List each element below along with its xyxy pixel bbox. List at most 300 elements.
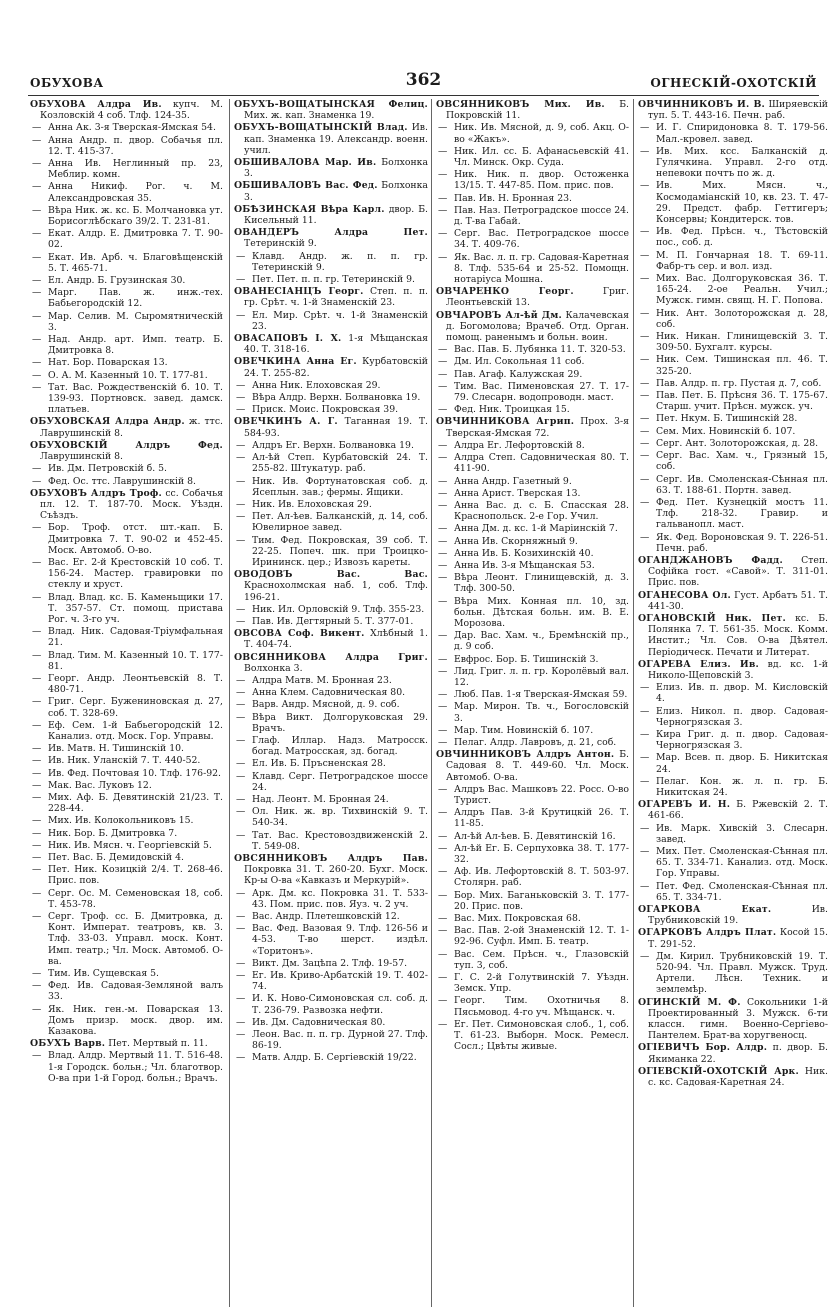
entry-text: Покровка 31. Т. 260-20. Бухг. Моск. Кр-ы О-ва «Кавказъ и Меркурiй». xyxy=(244,864,428,887)
sub-entry xyxy=(234,511,428,533)
entry-text: Анна Андр. п. двор. Собачья пл. 12. Т. 415-37. xyxy=(48,134,223,157)
entry-text: Варв. Андр. Мясной, д. 9. соб. xyxy=(252,699,400,711)
entry-text: Г. С. 2-й Голутвинскiй 7. Уѣздн. Земск. Упр. xyxy=(454,972,629,995)
entry-surname: ОБУХЪ Варв. xyxy=(30,1038,106,1050)
column-2 xyxy=(234,99,428,1307)
sub-entry xyxy=(234,499,428,510)
directory-entry xyxy=(234,204,428,226)
entry-text: Болхонка 3. xyxy=(244,157,428,180)
entry-text: Вѣра Леонт. Глинищевскiй, д. 3. Тлф. 300-50. xyxy=(454,572,629,595)
entry-text: Алдра Матв. М. Бронная 23. xyxy=(252,674,392,686)
entry-text: Ив. Матв. Н. Тишинскiй 10. xyxy=(48,743,184,755)
entry-text: Ник. с. кс. Садовая-Каретная 24. xyxy=(648,1065,828,1089)
entry-text: Тим. Вас. Пименовская 27. Т. 17-79. Слесарн. водопроводн. маст. xyxy=(454,380,629,404)
entry-text: Ник. Ник. п. двор. Остоженка 13/15. Т. 447-85. Пом. прис. пов. xyxy=(454,169,629,192)
entry-text: Тат. Вас. Рождественскiй б. 10. Т. 139-93. Портновск. завед. дамск. платьев. xyxy=(48,381,223,416)
sub-entry xyxy=(234,771,428,793)
sub-entry xyxy=(234,452,428,474)
entry-text: Григ. Серг. Бужениновская д. 27, соб. Т. 328-69. xyxy=(48,696,223,719)
sub-entry xyxy=(234,604,428,615)
sub-entry xyxy=(436,356,629,367)
entry-text: Ник. Ив. Мясной, д. 9, соб. Акц. О-во «Жакъ». xyxy=(454,122,629,145)
sub-entry xyxy=(234,310,428,332)
entry-surname: ОГIЕВИЧЪ Бор. Алдр. xyxy=(638,1042,768,1054)
entry-surname: ОБУХЪ-ВОЩАТЫНСКАЯ Фелиц. xyxy=(234,99,428,110)
entry-text: Серг. Троф. сс. Б. Дмитровка, д. Конт. Императ. театровъ, кв. 3. Тлф. 33-03. Управл. моск. Конт. Имп. театр.; Чл. Моск. Автомоб. О-ва. xyxy=(48,911,223,967)
directory-entry xyxy=(638,799,828,821)
entry-text: Пав. Ив. Дегтярный 5. Т. 377-01. xyxy=(252,615,414,627)
entry-text: Вас. Фед. Вазовая 9. Тлф. 126-56 и 4-53. Т-во шерст. издѣл. «Торитонъ». xyxy=(252,923,428,957)
sub-entry xyxy=(30,626,223,648)
entry-text: Ел. Мир. Срѣт. ч. 1-й Знаменскiй 23. xyxy=(252,309,428,332)
entry-text: Влад. Тим. М. Казенный 10. Т. 177-81. xyxy=(48,649,223,672)
sub-entry xyxy=(638,413,828,424)
directory-entry xyxy=(234,180,428,202)
entry-text: Ал-ѣй Ал-ѣев. Б. Девятинскiй 16. xyxy=(454,830,616,842)
entry-text: Калачевская д. Богомолова; Врачеб. Отд. Орган. помощ. раненымъ и больн. воин. xyxy=(446,309,629,344)
entry-surname: ОВОДОВЪ Вас. Вас. xyxy=(234,569,428,581)
sub-entry xyxy=(30,755,223,766)
entry-text: Ник. Ив. Елоховская 29. xyxy=(252,498,372,510)
sub-entry xyxy=(436,523,629,534)
sub-entry xyxy=(234,274,428,285)
entry-text: Ел. Ив. Б. Пръсненская 28. xyxy=(252,758,386,770)
sub-entry xyxy=(30,968,223,979)
entry-surname: ОВЕЧКИНЪ А. Г. xyxy=(234,416,338,428)
entry-text: Алдра Ег. Лефортовскiй 8. xyxy=(454,439,585,451)
column-divider xyxy=(431,99,432,1307)
sub-entry xyxy=(234,993,428,1015)
entry-text: Дар. Вас. Хам. ч., Бремѣнскiй пр., д. 9 соб. xyxy=(454,630,629,653)
entry-text: Сем. Мих. Новинскiй б. 107. xyxy=(656,425,796,437)
entry-text: Ник. Ив. Мясн. ч. Георгiевскiй 5. xyxy=(48,839,212,851)
directory-entry xyxy=(638,1066,828,1088)
entry-surname: ОГАРКОВА Екат. xyxy=(638,904,772,916)
sub-entry xyxy=(30,720,223,742)
sub-entry xyxy=(638,682,828,704)
entry-text: Анна Ив. Скорняжный 9. xyxy=(454,535,578,547)
directory-entry xyxy=(436,286,629,308)
entry-text: Пав. Пет. Б. Прѣсня 36. Т. 175-67. Старш. учит. Прѣсн. мужск. уч. xyxy=(656,390,828,413)
entry-text: Лаврушинскiй 8. xyxy=(40,451,124,463)
sub-entry xyxy=(30,557,223,591)
sub-entry xyxy=(638,438,828,449)
entry-text: Пет. Фед. Смоленская-Сѣнная пл. 65. Т. 334-71. xyxy=(656,880,828,903)
sub-entry xyxy=(638,706,828,728)
sub-entry xyxy=(638,390,828,412)
sub-entry xyxy=(436,193,629,204)
entry-text: Влад. Алдр. Мертвый 11. Т. 516-48. 1-я Городск. больн.; Чл. благотвор. О-ва при 1-й Город. больн.; Врачъ. xyxy=(48,1050,223,1084)
entry-text: двор. Б. Кисельный 11. xyxy=(244,203,428,227)
sub-entry xyxy=(436,1019,629,1053)
column-divider xyxy=(633,99,634,1307)
sub-entry xyxy=(638,122,828,144)
entry-text: Фед. Ос. ттс. Лаврушинскiй 8. xyxy=(48,475,197,487)
entry-text: И. К. Ново-Симоновская сл. соб. д. Т. 236-79. Развозка нефти. xyxy=(252,993,428,1016)
entry-text: Мих. Пет. Смоленская-Сѣнная пл. 65. Т. 334-71. Канализ. отд. Моск. Гор. Управы. xyxy=(656,846,828,880)
entry-text: Елиз. Никол. п. двор. Садовая-Черногрязская 3. xyxy=(656,705,828,728)
entry-text: Анна Андр. Газетный 9. xyxy=(454,475,572,487)
sub-entry xyxy=(638,450,828,472)
sub-entry xyxy=(638,846,828,880)
sub-entry xyxy=(436,381,629,403)
entry-text: Ив. Мих. ксс. Балканскiй д. Гулячкина. Управл. 2-го отд. непевоки почтъ по ж. д. xyxy=(656,145,828,180)
sub-entry xyxy=(234,794,428,805)
entry-text: Серг. Ант. Золоторожская, д. 28. xyxy=(656,437,819,449)
entry-text: Мар. Всев. п. двор. Б. Никитская 24. xyxy=(656,752,828,775)
entry-text: Ник. Ив. Фортунатовская соб. д. Ясеплын. зав.; фермы. Ящики. xyxy=(252,475,428,498)
sub-entry xyxy=(30,287,223,309)
entry-text: Алдръ Пав. 3-й Крутицкiй 26. Т. 11-85. xyxy=(454,807,629,830)
directory-entry xyxy=(638,1042,828,1064)
entry-surname: ОВЧИННИКОВЪ И. В. xyxy=(638,99,765,110)
entry-text: И. Г. Спиридоновка 8. Т. 179-56. Мал.-кровел. завед. xyxy=(656,122,828,145)
entry-text: Фед. Ник. Троицкая 15. xyxy=(454,404,570,416)
sub-entry xyxy=(30,181,223,203)
entry-surname: ОВАНДЕРЪ Алдра Пет. xyxy=(234,227,428,239)
directory-entry xyxy=(234,157,428,179)
sub-entry xyxy=(638,497,828,531)
sub-entry xyxy=(234,888,428,910)
sub-entry xyxy=(638,776,828,798)
sub-entry xyxy=(234,404,428,415)
directory-entry xyxy=(234,628,428,650)
sub-entry xyxy=(30,815,223,826)
entry-text: Як. Ник. ген.-м. Поварская 13. Домъ призр. моск. двор. им. Казакова. xyxy=(48,1003,223,1038)
entry-text: Клавд. Серг. Петроградское шоссе 24. xyxy=(252,770,428,793)
entry-surname: ОВСЯННИКОВА Алдра Григ. xyxy=(234,651,428,663)
entry-text: Ив. Фед. Прѣсн. ч., Тѣстовскiй пос., соб. д. xyxy=(656,226,828,249)
directory-entry xyxy=(638,904,828,926)
entry-text: Болхонка 3. xyxy=(244,180,428,203)
entry-text: Прох. 3-я Тверская-Ямская 72. xyxy=(446,416,629,439)
directory-entry xyxy=(638,613,828,658)
column-3 xyxy=(436,99,629,1307)
directory-entry xyxy=(234,122,428,156)
entry-text: Приск. Моис. Покровская 39. xyxy=(252,404,399,416)
entry-surname: ОВЧАРОВЪ Ал-ѣй Дм. xyxy=(436,309,562,321)
entry-text: Алдръ Вас. Машковъ 22. Росс. О-во Турист. xyxy=(454,783,629,806)
entry-text: Мих. ж. кап. Знаменка 19. xyxy=(244,110,375,122)
sub-entry xyxy=(30,357,223,368)
sub-entry xyxy=(30,780,223,791)
entry-text: 1-я Мѣщанская 40. Т. 318-16. xyxy=(244,333,428,356)
directory-entry xyxy=(638,927,828,949)
sub-entry xyxy=(30,864,223,886)
entry-surname: ОБУХОВСКАЯ Алдра Андр. xyxy=(30,416,185,428)
entry-text: Анна Ак. 3-я Тверская-Ямская 54. xyxy=(48,122,216,134)
directory-entry xyxy=(436,749,629,783)
entry-text: Глаф. Иллар. Надз. Матросск. богад. Матросская, зд. богад. xyxy=(252,734,428,758)
sub-entry xyxy=(436,404,629,415)
sub-entry xyxy=(234,1029,428,1051)
entry-text: О. А. М. Казенный 10. Т. 177-81. xyxy=(48,369,208,381)
sub-entry xyxy=(30,252,223,274)
entry-text: Арк. Дм. кс. Покровка 31. Т. 533-43. Пом. прис. пов. Яуз. ч. 2 уч. xyxy=(252,887,428,910)
entry-text: Тетеринскiй 9. xyxy=(244,238,317,250)
entry-surname: ОВЧИННИКОВА Агрип. xyxy=(436,416,575,428)
directory-entry xyxy=(30,440,223,462)
entry-surname: ОВСЯННИКОВЪ Алдръ Пав. xyxy=(234,853,428,864)
entry-text: Алдръ Ег. Верхн. Болвановка 19. xyxy=(252,439,414,451)
entry-text: Анна Арист. Тверская 13. xyxy=(454,487,581,499)
sub-entry xyxy=(234,1052,428,1063)
sub-entry xyxy=(436,228,629,250)
entry-text: Пет. Ал-ѣев. Балканскiй, д. 14, соб. Ювелирное завед. xyxy=(252,511,428,534)
entry-surname: ОБШИВАЛОВЪ Вас. Фед. xyxy=(234,180,378,192)
entry-text: Пелаг. Алдр. Лавровъ, д. 21, соб. xyxy=(454,736,617,748)
entry-text: Елиз. Ив. п. двор. М. Кисловскiй 4. xyxy=(656,682,828,705)
entry-text: Евфрос. Бор. Б. Тишинскiй 3. xyxy=(454,653,599,665)
sub-entry xyxy=(638,474,828,496)
sub-entry xyxy=(638,378,828,389)
entry-text: сс. Собачья пл. 12. Т. 187-70. Моск. Уѣздн. Съѣздъ. xyxy=(40,487,223,522)
entry-text: Влад. Ник. Садовая-Трiумфальная 21. xyxy=(48,626,223,649)
sub-entry xyxy=(436,122,629,144)
entry-text: Ив. Дм. Садовническая 80. xyxy=(252,1016,386,1028)
entry-surname: ОВСОВА Соф. Викент. xyxy=(234,628,365,640)
entry-text: Пав. Алдр. п. гр. Пустая д. 7, соб. xyxy=(656,377,822,389)
entry-text: Ник. Ил. сс. Б. Афанасьевскiй 41. Чл. Минск. Окр. Суда. xyxy=(454,145,629,169)
entry-text: М. П. Гончарная 18. Т. 69-11. Фабр-тъ сер. и вол. изд. xyxy=(656,249,828,272)
directory-entry xyxy=(30,99,223,121)
sub-entry xyxy=(30,980,223,1002)
entry-surname: ОГАРКОВЪ Алдръ Плат. xyxy=(638,927,777,939)
sub-entry xyxy=(436,440,629,451)
entry-text: Дм. Ил. Сокольная 11 соб. xyxy=(454,356,585,368)
entry-text: Матв. Алдр. Б. Сергiевскiй 19/22. xyxy=(252,1052,417,1064)
entry-text: Степ. Софiйка гост. «Савой». Т. 311-01. Прис. пов. xyxy=(648,554,828,589)
entry-text: Влад. Влад. кс. Б. Каменьщики 17. Т. 357-57. Ст. помощ. пристава Рог. ч. 3-го уч. xyxy=(48,591,223,625)
sub-entry xyxy=(436,548,629,559)
directory-entry xyxy=(234,286,428,308)
entry-text: Мих. Вас. Долгоруковская 36. Т. 165-24. 2-ое Реальн. Учил.; Мужск. гимн. свящ. Н. Г. Попова. xyxy=(656,273,828,307)
entry-text: Анна Дм. д. кс. 1-й Марiинскiй 7. xyxy=(454,523,618,535)
sub-entry xyxy=(30,522,223,556)
entry-text: Ег. Ив. Криво-Арбатскiй 19. Т. 402-74. xyxy=(252,970,428,993)
entry-text: Б. Ржевскiй 2. Т. 461-66. xyxy=(648,799,828,822)
entry-surname: ОБѢЗИНСКАЯ Вѣра Карл. xyxy=(234,203,385,215)
sub-entry xyxy=(436,737,629,748)
sub-entry xyxy=(436,972,629,994)
entry-text: Пав. Агаф. Калужская 29. xyxy=(454,368,583,380)
sub-entry xyxy=(436,701,629,723)
sub-entry xyxy=(436,995,629,1017)
entry-text: Лид. Григ. л. п. гр. Королёвый вал. 12. xyxy=(454,665,629,688)
sub-entry xyxy=(436,866,629,888)
entry-text: Ив. Мих. Мясн. ч., Космодамiанскiй 10, кв. 23. Т. 47-29. Предст. фабр. Геттигеръ; Консервы; Кондитерск. тов. xyxy=(656,180,828,226)
entry-text: Марг. Пав. ж. инж.-тех. Бабьегородскiй 12. xyxy=(48,287,223,310)
entry-text: Анна Никиф. Рог. ч. М. Александровская 35. xyxy=(48,181,223,204)
sub-entry xyxy=(436,500,629,522)
entry-text: Вас. Сем. Прѣсн. ч., Глазовскiй туп. 3, соб. xyxy=(454,948,629,971)
sub-entry xyxy=(234,687,428,698)
entry-text: Алдра Степ. Садовническая 80. Т. 411-90. xyxy=(454,452,629,475)
entry-text: Вас. Андр. Плетешковскiй 12. xyxy=(252,911,400,923)
entry-text: Пет. Вас. Б. Демидовскiй 4. xyxy=(48,852,184,863)
sub-entry xyxy=(436,596,629,630)
entry-surname: ОГАНОВСКIЙ Ник. Пет. xyxy=(638,612,786,624)
entry-text: Вѣра Алдр. Верхн. Болвановка 19. xyxy=(252,392,421,404)
entry-text: Леон. Вас. п. п. гр. Дурной 27. Тлф. 86-19. xyxy=(252,1029,428,1052)
sub-entry xyxy=(30,911,223,967)
entry-text: Пет. Пет. п. п. гр. Тетеринскiй 9. xyxy=(252,274,415,286)
sub-entry xyxy=(436,560,629,571)
sub-entry xyxy=(436,913,629,924)
entry-surname: ОВЕЧКИНА Анна Ег. xyxy=(234,356,357,368)
column-divider xyxy=(229,99,230,1307)
sub-entry xyxy=(638,823,828,845)
entry-text: Вас. Ег. 2-й Крестовскiй 10 соб. Т. 156-24. Мастер. гравировки по стеклу и хруст. xyxy=(48,556,223,591)
entry-text: п. двор. Б. Якиманка 22. xyxy=(648,1042,828,1065)
sub-entry xyxy=(436,476,629,487)
sub-entry xyxy=(30,228,223,250)
sub-entry xyxy=(234,758,428,769)
entry-text: Над. Андр. арт. Имп. театр. Б. Дмитровка 8. xyxy=(48,334,223,357)
sub-entry xyxy=(30,334,223,356)
sub-entry xyxy=(30,370,223,381)
sub-entry xyxy=(30,592,223,626)
entry-text: Ив. Трубниковскiй 19. xyxy=(648,904,828,927)
entry-text: Фед. Ив. Садовая-Земляной валъ 33. xyxy=(48,980,223,1003)
entry-text: Курбатовскiй 24. Т. 255-82. xyxy=(244,356,428,379)
sub-entry xyxy=(30,1004,223,1038)
sub-entry xyxy=(638,881,828,903)
entry-surname: ОБУХОВА Алдра Ив. xyxy=(30,99,162,110)
entry-text: Степ. п. п. гр. Срѣт. ч. 1-й Знаменскiй 23. xyxy=(244,286,428,309)
sub-entry xyxy=(30,840,223,851)
sub-entry xyxy=(30,463,223,474)
sub-entry xyxy=(436,630,629,652)
entry-text: Пет. Ник. Козицкiй 2/4. Т. 268-46. Прис. пов. xyxy=(48,864,223,887)
sub-entry xyxy=(638,273,828,307)
sub-entry xyxy=(436,654,629,665)
entry-text: Пав. Наз. Петроградское шоссе 24. д. Т-ва Габай. xyxy=(454,204,629,228)
directory-entry xyxy=(436,416,629,438)
entry-text: Серг. Вас. Хам. ч., Грязный 15, соб. xyxy=(656,450,828,473)
sub-entry xyxy=(234,735,428,757)
header-right-word: ОГНЕСКIЙ-ОХОТСКIЙ xyxy=(650,76,817,90)
sub-entry xyxy=(436,807,629,829)
entry-text: Аф. Ив. Лефортовскiй 8. Т. 503-97. Столярн. раб. xyxy=(454,866,629,889)
entry-text: Георг. Андр. Леонтьевскiй 8. Т. 480-71. xyxy=(48,672,223,696)
entry-text: Волхонка 3. xyxy=(244,662,303,674)
sub-entry xyxy=(30,158,223,180)
entry-text: Ег. Пет. Симоновская слоб., 1, соб. Т. 61-23. Выборн. Моск. Ремесл. Сосл.; Цвѣты живые. xyxy=(454,1018,629,1053)
entry-text: Вас. Пав. 2-ой Знаменскiй 12. Т. 1-92-96. Суфл. Имп. Б. театр. xyxy=(454,925,629,948)
entry-text: Бор. Мих. Баганьковскiй 3. Т. 177-20. Прис. пов. xyxy=(454,889,629,912)
sub-entry xyxy=(30,888,223,910)
entry-surname: ОБШИВАЛОВА Мар. Ив. xyxy=(234,157,377,169)
sub-entry xyxy=(436,452,629,474)
entry-text: Пет. Мертвый п. 11. xyxy=(108,1038,208,1050)
entry-surname: ОГАРЕВА Елиз. Ив. xyxy=(638,658,759,670)
sub-entry xyxy=(234,392,428,403)
entry-text: Ник. Никан. Глинищевскiй 3. Т. 309-50. Бухгалт. курсы. xyxy=(656,331,828,354)
column-4 xyxy=(638,99,828,1307)
sub-entry xyxy=(234,970,428,992)
sub-entry xyxy=(436,205,629,227)
entry-text: купч. М. Козловскiй 4 соб. Тлф. 124-35. xyxy=(40,99,223,122)
sub-entry xyxy=(30,311,223,333)
sub-entry xyxy=(638,146,828,180)
entry-text: Нат. Бор. Поварская 13. xyxy=(48,357,168,369)
sub-entry xyxy=(30,743,223,754)
entry-text: Мих. Ив. Колокольниковъ 15. xyxy=(48,815,194,827)
entry-text: Серг. Вас. Петроградское шоссе 34. Т. 409-76. xyxy=(454,228,629,251)
entry-text: Ив. Фед. Почтовая 10. Тлф. 176-92. xyxy=(48,767,222,779)
entry-text: Сокольники 1-й Проектированный 3. Мужск. 6-ти классн. гимн. Военно-Сергiево-Пантелем. Брат-ва хоругвеносц. xyxy=(648,996,828,1042)
entry-text: Тат. Вас. Крестовоздвиженскiй 2. Т. 549-08. xyxy=(252,829,428,852)
sub-entry xyxy=(638,729,828,751)
sub-entry xyxy=(638,354,828,376)
sub-entry xyxy=(234,476,428,498)
entry-text: Викт. Дм. Зацѣпа 2. Тлф. 19-57. xyxy=(252,957,408,969)
entry-surname: ОГIЕВСКIЙ-ОХОТСКIЙ Арк. xyxy=(638,1065,799,1077)
entry-surname: ОБУХЪ-ВОЩАТЫНСКIЙ Влад. xyxy=(234,122,408,134)
directory-entry xyxy=(30,416,223,438)
entry-text: Анна Клем. Садовническая 80. xyxy=(252,687,406,699)
entry-text: Б. Садовая 8. Т. 449-60. Чл. Моск. Автомоб. О-ва. xyxy=(446,749,629,783)
sub-entry xyxy=(30,135,223,157)
entry-text: Екат. Алдр. Е. Дмитровка 7. Т. 90-02. xyxy=(48,228,223,251)
entry-text: Вѣра Викт. Долгоруковская 29. Врачъ. xyxy=(252,711,428,734)
entry-surname: ОГИНСКIЙ М. Ф. xyxy=(638,996,741,1008)
entry-text: Як. Вас. л. п. гр. Садовая-Каретная 8. Тлф. 535-64 и 25-52. Помощн. нотарiуса Мошна. xyxy=(454,251,629,286)
sub-entry xyxy=(30,122,223,133)
sub-entry xyxy=(234,806,428,828)
entry-text: Густ. Арбатъ 51. Т. 441-30. xyxy=(648,589,828,612)
sub-entry xyxy=(30,792,223,814)
directory-entry xyxy=(436,99,629,121)
sub-entry xyxy=(638,532,828,554)
directory-entry xyxy=(234,569,428,603)
sub-entry xyxy=(436,843,629,865)
entry-text: Ник. Ил. Орловскiй 9. Тлф. 355-23. xyxy=(252,603,425,615)
entry-text: Мар. Мирон. Тв. ч., Богословскiй 3. xyxy=(454,701,629,724)
sub-entry xyxy=(638,426,828,437)
entry-text: Мар. Селив. М. Сыромятническiй 3. xyxy=(48,310,223,333)
sub-entry xyxy=(234,1017,428,1028)
entry-text: Ив. Ник. Уланскiй 7. Т. 440-52. xyxy=(48,755,201,767)
entry-text: Кира Григ. д. п. двор. Садовая-Черногрязская 3. xyxy=(656,728,828,752)
sub-entry xyxy=(30,275,223,286)
sub-entry xyxy=(436,572,629,594)
entry-surname: ОВАНЕСIАНЦЪ Георг. xyxy=(234,286,364,298)
sub-entry xyxy=(234,251,428,273)
sub-entry xyxy=(30,852,223,863)
entry-text: Ширяевскiй туп. 5. Т. 443-16. Печн. раб. xyxy=(648,99,828,122)
entry-surname: ОБУХОВСКIЙ Алдръ Фед. xyxy=(30,439,223,451)
directory-entry xyxy=(234,853,428,887)
entry-text: Ол. Ник. ж. вр. Тихвинскiй 9. Т. 540-34. xyxy=(252,806,428,829)
sub-entry xyxy=(30,650,223,672)
directory-entry xyxy=(234,227,428,249)
entry-text: Анна Ив. Б. Козихинскiй 40. xyxy=(454,547,594,559)
sub-entry xyxy=(234,675,428,686)
entry-text: Дм. Кирил. Трубниковскiй 19. Т. 520-94. Чл. Правл. Мужск. Труд. Артели. Лѣсн. Техник. и землемѣр. xyxy=(656,950,828,996)
sub-entry xyxy=(234,712,428,734)
directory-entry xyxy=(30,1038,223,1049)
entry-text: Ал-ѣй Степ. Курбатовскiй 24. Т. 255-82. Штукатур. раб. xyxy=(252,452,428,475)
entry-text: Краснохолмская наб. 1, соб. Тлф. 196-21. xyxy=(244,580,428,603)
entry-text: Вас. Пав. Б. Лубянка 11. Т. 320-53. xyxy=(454,344,626,356)
sub-entry xyxy=(638,752,828,774)
entry-surname: ОВАСАПОВЪ I. Х. xyxy=(234,333,342,345)
entry-text: Пелаг. Кон. ж. л. п. гр. Б. Никитская 24. xyxy=(656,775,828,798)
entry-text: Хлѣбный 1. Т. 404-74. xyxy=(244,628,428,651)
sub-entry xyxy=(436,689,629,700)
